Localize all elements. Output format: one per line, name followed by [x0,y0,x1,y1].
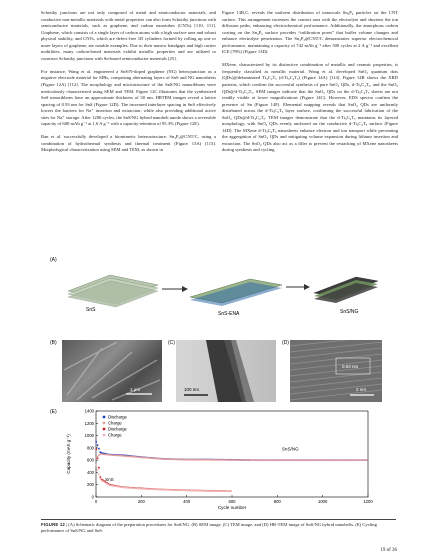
panel-label-e: (E) [50,409,57,415]
data-point-4 [98,473,100,475]
data-point-4 [230,490,232,492]
plot-frame [96,411,368,497]
data-point-1 [95,441,97,443]
y-tick-label: 0 [91,494,94,500]
data-point-4 [99,478,101,480]
y-tick-label: 200 [87,482,94,488]
x-tick-label: 400 [183,499,191,504]
y-tick-label: 1400 [84,408,94,414]
legend-label-3: Discharge [108,426,127,432]
panel-label-c: (C) [168,340,175,346]
sns-ng-illustration [314,277,378,303]
cycling-chart [62,407,380,519]
x-axis-label: Cycle number [217,505,247,510]
left-paragraph-2: For instance, Wang et al. engineered a SnS/N-doped graphene (NG) heterojunction as a negative electrode material for SIBs, comprising alternating layers of SnS and NG nanosheets (Figure 12A) [112]. The morphology and microstructure of the SnS/NG nanoribbons were meticulously characterized using SEM and TEM. Figure 12C illustrates that the synthesized SnS nanoribbons have an approximate thickness of 30 nm. HRTEM images reveal a lattice spacing of 0.93 nm for SnS (Figure 12D). The increased interlayer spacing in SnS effectively lowers the barriers for Na⁺ insertion and extraction, while also providing additional active sites for Na⁺ storage. After 1200 cycles, the SnS/NG hybrid nanobelt anode shows a reversible capacity of 600 mAh g⁻¹ at 1.6 A g⁻¹ with a capacity retention of 95.3% (Figure 12E). [41,68,216,127]
legend-marker-4 [103,434,106,437]
right-column [222,10,398,160]
figure-caption [41,522,396,534]
y-tick-label: 1000 [84,433,94,439]
caption-rule [41,519,396,520]
legend-label-2: Charge [108,420,122,426]
scale-label-c: 100 nm [184,387,200,392]
x-tick-label: 800 [273,499,281,504]
caption-label: FIGURE 12 [41,522,66,527]
x-tick-label: 0 [94,499,98,504]
arrow-1-icon [162,286,188,292]
caption-text: | (A) Schematic diagram of the preparation procedures for SnS/NG. (B) SEM image, (C) TEM image, and (D) HR-TEM image of SnS/NG hybrid nanobelts. (E) Cycling performance of SnS/NG and SnS. [41,522,377,533]
data-point-3 [99,476,101,478]
annotation-sns: SnS [105,477,114,483]
legend-label-1: Discharge [108,414,127,420]
legend-marker-3 [103,428,106,431]
data-point-4 [95,464,97,466]
data-point-3 [97,457,99,459]
y-axis-label: Capacity (mAh g⁻¹) [66,434,71,474]
right-paragraph-2: MXene, characterized by its distinctive combination of metallic and ceramic properties, is frequently classified as metallic material. Wang et al. developed SnO₂ quantum dots (QDs)@delaminated Ti₃C₂Tₓ (d-Ti₃C₂Tₓ) (Figure 14A) [114]. Figure 14B shows the XRD patterns, which confirm the successful synthesis of pure SnO₂ QDs, d-Ti₃C₂Tₓ, and the SnO₂ QDs@d-Ti₃C₂Tₓ. SEM images indicate that the SnO₂ QDs on the d-Ti₃C₂Tₓ sheets are not readily visible at lower magnifications (Figure 14C). However, EDS spectra confirm the presence of Sn (Figure 14F). Elemental mapping reveals that SnO₂ QDs are uniformly distributed across the d-Ti₃C₂Tₓ layer surface, confirming the successful fabrication of the SnO₂ QDs@d-Ti₃C₂Tₓ. TEM images demonstrate that the d-Ti₃C₂Tₓ maintains its layered morphology, with SnO₂ QDs evenly anchored on the conductive d-Ti₃C₂Tₓ surface (Figure 14D). The MXene d-Ti₃C₂Tₓ nanosheets enhance electron and ion transport while preventing the aggregation of SnO₂ QDs and mitigating volume expansion during lithium insertion and extraction. The SnO₂ QDs also act as a filler to prevent the restacking of MXene nanosheets during synthesis and cycling. [222,62,398,153]
panel-label-a: (A) [50,257,57,263]
data-point-3 [95,448,97,450]
right-paragraph-1: Figure 13B,C, reveals the uniform distribution of nanoscale Sn₄P₃ particles on the CNT surface. This arrangement increases the contact area with the electrolyte and shortens the ion diffusion paths, enhancing electrochemical performance. Additionally, the amorphous carbon coating on the Sn₄P₃ surface provides “infiltration pores” that buffer volume changes and enhance electrolyte penetration. The Sn₄P₃@CNT/C demonstrates superior electrochemical performance, maintaining a capacity of 742 mAh g⁻¹ after 500 cycles at 2 A g⁻¹ and excellent ICE (78%) (Figure 13D). [222,10,398,55]
left-column [41,10,216,160]
figure-12 [50,257,382,519]
x-tick-label: 600 [228,499,236,504]
arrow-2-icon [286,284,310,290]
data-point-2 [98,454,100,456]
label-sns: SnS [86,307,96,313]
label-sns-ng: SnS/NG [340,309,359,315]
legend-marker-2 [103,422,106,425]
left-paragraph-1: Schottky junctions are not only composed of metal and semiconductor materials, and conductive non-metallic materials with metal properties can also form Schottky junctions with semiconductor materials, such as graphene, and carbon nanotubes (CNTs) [110, 111]. Graphene, which consists of a single layer of carbon atoms with a high surface area and robust physical stability, and CNTs, which are defect-free 1D cylinders formed by rolling up one or more layers of graphene, are notable examples. Due to their narrow bandgaps and high carrier mobilities, many carbon-based materials exhibit metallic properties and are utilized to construct Schottky junctions with Sn-based semiconductor materials [25]. [41,10,216,61]
scale-label-b: 1 μm [130,387,141,392]
sem-image [62,340,162,402]
sns-stack-illustration [68,275,158,307]
scale-label-d: 2 nm [356,387,367,392]
panel-label-d: (D) [282,340,289,346]
y-tick-label: 800 [87,445,94,451]
y-tick-label: 400 [87,469,94,475]
y-tick-label: 1200 [84,420,94,426]
data-point-1 [97,444,99,446]
panel-label-b: (B) [50,340,57,346]
label-sns-ena: SnS-ENA [218,311,240,317]
data-point-4 [97,469,99,471]
sns-ena-ribbon-illustration [190,279,282,306]
y-tick-label: 600 [87,457,94,463]
x-tick-label: 200 [137,499,145,504]
x-tick-label: 1000 [318,499,328,504]
annotation-sns-ng: SnS/NG [281,446,299,452]
data-point-3 [98,467,100,469]
data-point-1 [98,448,100,450]
x-tick-label: 1200 [363,499,373,504]
data-point-2 [366,459,368,461]
hrtem-image [290,340,382,402]
left-paragraph-3: Ran et al. successfully developed a biomimetic heterostructure, Sn₄P₃@CNT/C, using a combination of hydrothermal synthesis and thermal treatment (Figure 13A) [113]. Morphological characterization using SEM and TEM, as shown in [41,134,216,153]
page-number: 19 of 36 [380,548,397,553]
data-point-2 [97,456,99,458]
legend-marker-1 [103,416,106,419]
tem-image [176,340,276,402]
legend-label-4: Charge [108,432,122,438]
schematic-diagram [50,257,382,325]
lattice-label-d: 0.93 nm [342,364,359,369]
